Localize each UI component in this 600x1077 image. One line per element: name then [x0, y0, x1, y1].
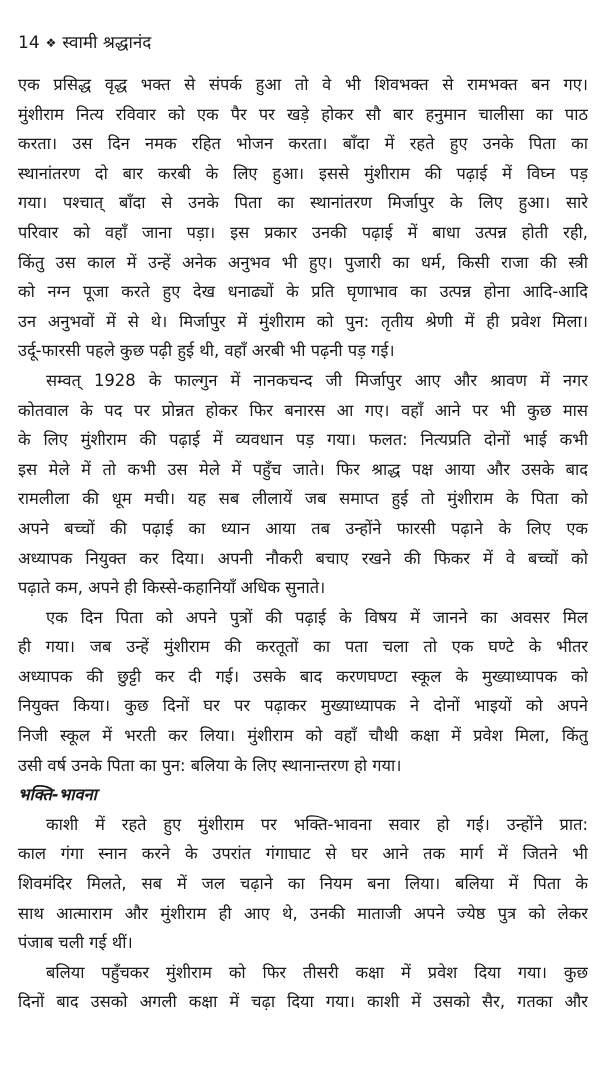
text-line: दिनों बाद उसको अगली कक्षा में चढ़ा दिया गया। काशी में उसको सैर, गतका और	[18, 992, 588, 1012]
text-line: शिवमंदिर मिलते, सब में जल चढ़ाने का नियम बना लिया। बलिया में पिता के	[18, 874, 588, 894]
text-line: करता। उस दिन नमक रहित भोजन करता। बाँदा में रहते हुए उनके पिता का	[18, 134, 588, 154]
text-line: को नग्न पूजा करते हुए देख धनाढ्यों के प्रति घृणाभाव का उत्पन्न होना आदि-आदि	[18, 282, 588, 302]
text-line: पंजाब चली गई थीं।	[18, 933, 133, 953]
ornament-icon: ❖	[45, 36, 57, 50]
body-text	[18, 70, 588, 1017]
text-line: पढ़ाते कम, अपने ही किस्से-कहानियाँ अधिक सुनाते।	[18, 578, 326, 598]
text-line: एक दिन पिता को अपने पुत्रों की पढ़ाई के विषय में जानने का अवसर मिल	[46, 607, 588, 627]
text-line: उर्दू-फारसी पहले कुछ पढ़ी हुई थी, वहाँ अरबी भी पढ़नी पड़ गई।	[18, 341, 395, 361]
text-line: इस मेले में तो कभी उस मेले में पहुँच जाते। फिर श्राद्ध पक्ष आया और उसके बाद	[18, 459, 588, 479]
text-line: अध्यापक नियुक्त कर दिया। अपनी नौकरी बचाए रखने की फिकर में वे बच्चों को	[18, 548, 588, 568]
page-number: 14	[18, 33, 40, 53]
text-line: परिवार को वहाँ जाना पड़ा। इस प्रकार उनकी पढ़ाई में बाधा उत्पन्न होती रही,	[18, 222, 588, 242]
text-line: नियुक्त किया। कुछ दिनों घर पर पढ़ाकर मुख्याध्यापक ने दोनों भाइयों को अपने	[18, 696, 588, 716]
text-line: स्थानांतरण दो बार करबी के लिए हुआ। इससे मुंशीराम की पढ़ाई में विघ्न पड़	[18, 163, 588, 183]
text-line: काल गंगा स्नान करने के उपरांत गंगाघाट से घर आने तक मार्ग में जितने भी	[18, 844, 588, 864]
text-line: गया। पश्चात् बाँदा से उनके पिता का स्थानांतरण मिर्जापुर के लिए हुआ। सारे	[18, 193, 588, 213]
text-line: मुंशीराम नित्य रविवार को एक पैर पर खड़े होकर सौ बार हनुमान चालीसा का पाठ	[18, 104, 588, 124]
text-line: उन अनुभवों में से थे। मिर्जापुर में मुंशीराम को पुन: तृतीय श्रेणी में ही प्रवेश मिला।	[18, 311, 588, 331]
text-line: एक प्रसिद्ध वृद्ध भक्त से संपर्क हुआ तो वे भी शिवभक्त से रामभक्त बन गए।	[18, 75, 588, 94]
text-line: अध्यापक की छुट्टी कर दी गई। उसके बाद करणघण्टा स्कूल के मुख्याध्यापक को	[18, 666, 588, 686]
text-line: अपने बच्चों की पढ़ाई का ध्यान आया तब उन्होंने फारसी पढ़ाने के लिए एक	[18, 518, 588, 538]
section-heading: भक्ति-भावना	[18, 785, 97, 805]
text-line: साथ आत्माराम और मुंशीराम ही आए थे, उनकी माताजी अपने ज्येष्ठ पुत्र को लेकर	[18, 903, 588, 923]
text-line: निजी स्कूल में भरती कर लिया। मुंशीराम को वहाँ चौथी कक्षा में प्रवेश मिला, किंतु	[18, 726, 588, 746]
text-line: ही गया। जब उन्हें मुंशीराम की करतूतों का पता चला तो एक घण्टे के भीतर	[18, 637, 588, 657]
text-line: के लिए मुंशीराम की पढ़ाई में व्यवधान पड़ गया। फलत: नित्यप्रति दोनों भाई कभी	[18, 430, 588, 450]
text-line: सम्वत् 1928 के फाल्गुन में नानकचन्द जी मिर्जापुर आए और श्रावण में नगर	[46, 370, 588, 390]
text-line: काशी में रहते हुए मुंशीराम पर भक्ति-भावना सवार हो गई। उन्होंने प्रात:	[46, 814, 588, 834]
running-title: स्वामी श्रद्धानंद	[62, 33, 152, 53]
text-line: उसी वर्ष उनके पिता का पुन: बलिया के लिए स्थानान्तरण हो गया।	[18, 755, 402, 775]
text-line: कोतवाल के पद पर प्रोन्नत होकर फिर बनारस आ गए। वहाँ आने पर भी कुछ मास	[18, 400, 588, 420]
text-line: किंतु उस काल में उन्हें अनेक अनुभव भी हुए। पुजारी का धर्म, किसी राजा की स्त्री	[18, 252, 588, 272]
text-line: रामलीला की धूम मची। यह सब लीलायें जब समाप्त हुई तो मुंशीराम के पिता को	[18, 489, 588, 509]
text-line: बलिया पहुँचकर मुंशीराम को फिर तीसरी कक्षा में प्रवेश दिया गया। कुछ	[46, 962, 588, 982]
running-head	[18, 30, 588, 56]
